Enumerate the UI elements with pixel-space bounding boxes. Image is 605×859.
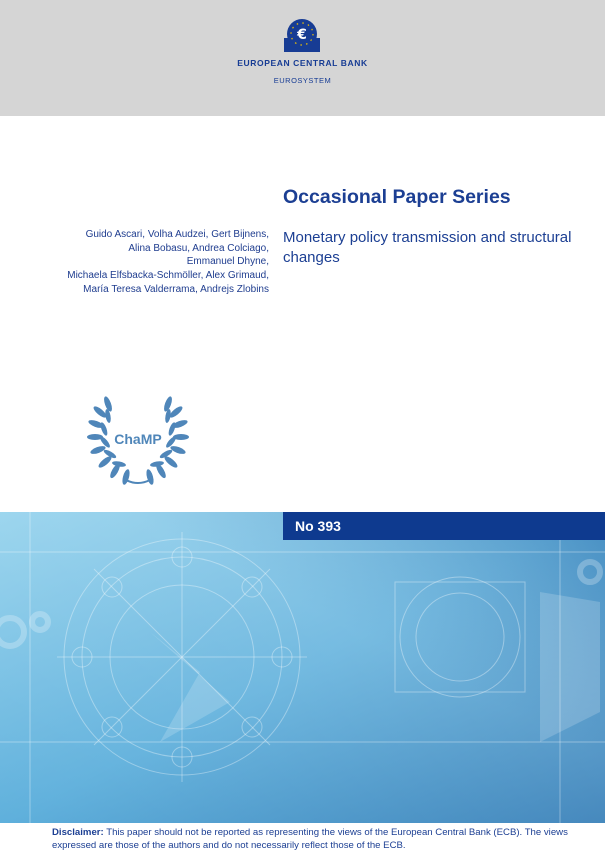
ecb-euro-stars-icon [284,18,320,52]
author-line: María Teresa Valderrama, Andrejs Zlobins [83,283,269,295]
author-line: Guido Ascari, Volha Audzei, Gert Bijnens, [85,229,269,240]
bank-name: EUROPEAN CENTRAL BANK [237,58,368,68]
authors-list [29,228,269,297]
disclaimer [52,827,572,852]
issue-number: No 393 [295,518,341,534]
paper-title: Monetary policy transmission and structural changes [283,229,572,266]
eurosystem-label: EUROSYSTEM [273,76,332,85]
svg-text:€: € [297,27,307,43]
header-band [0,0,605,116]
author-line: Alina Bobasu, Andrea Colciago, [128,242,269,254]
author-line: Michaela Elfsbacka-Schmöller, Alex Grimaud, [67,270,269,282]
banknote-background [0,512,605,823]
laurel-wreath-icon [86,392,190,488]
champ-label: ChaMP [114,431,162,447]
disclaimer-label: Disclaimer: [52,827,104,838]
author-line: Emmanuel Dhyne, [186,256,269,268]
series-title: Occasional Paper Series [283,186,511,208]
disclaimer-text: This paper should not be reported as representing the views of the European Central Bank (ECB). The views expressed are those of the authors and do not necessarily reflect those of the ECB. [52,827,568,851]
issue-number-box [283,512,605,540]
